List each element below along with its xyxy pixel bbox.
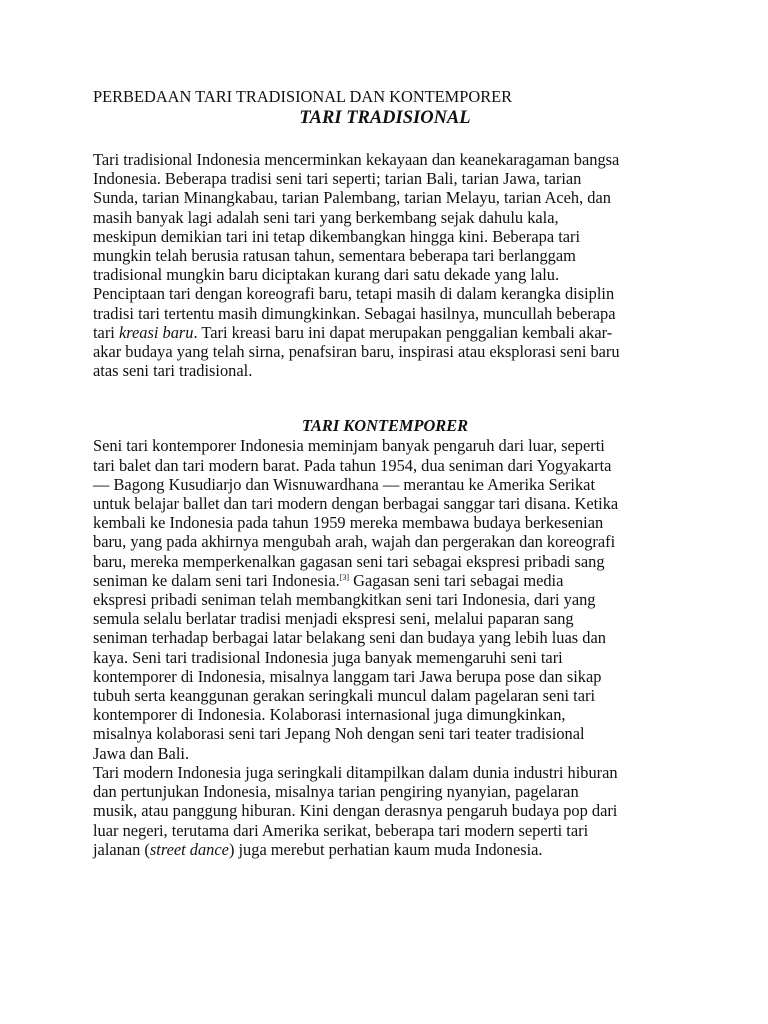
text-line: semula selalu berlatar tradisi menjadi ekspresi seni, melalui paparan sang: [93, 609, 574, 629]
text-line: ekspresi pribadi seniman telah membangkitkan seni tari Indonesia, dari yang: [93, 590, 596, 610]
text-line: baru, mereka memperkenalkan gagasan seni tari sebagai ekspresi pribadi sang: [93, 551, 605, 571]
text-line: Indonesia. Beberapa tradisi seni tari seperti; tarian Bali, tarian Jawa, tarian: [93, 169, 582, 189]
text-line: mungkin telah berusia ratusan tahun, sementara beberapa tari berlanggam: [93, 246, 576, 266]
section-title-kontemporer: TARI KONTEMPORER: [301, 416, 469, 436]
text-line: atas seni tari tradisional.: [93, 361, 253, 381]
text-fragment: tari: [93, 322, 119, 342]
text-line: Jawa dan Bali.: [93, 743, 190, 763]
citation-reference-link[interactable]: [3]: [339, 572, 350, 582]
text-line: baru, yang pada akhirnya mengubah arah, wajah dan pergerakan dan koreografi: [93, 532, 616, 552]
text-line: kembali ke Indonesia pada tahun 1959 mereka membawa budaya berkesenian: [93, 513, 604, 533]
paragraph-tari-modern: [93, 763, 677, 859]
text-line: [93, 840, 677, 859]
text-line: luar negeri, terutama dari Amerika serikat, beberapa tari modern seperti tari: [93, 820, 589, 840]
text-line: [93, 323, 677, 342]
text-line: misalnya kolaborasi seni tari Jepang Noh dengan seni tari teater tradisional: [93, 724, 585, 744]
text-line: akar budaya yang telah sirna, penafsiran baru, inspirasi atau eksplorasi seni baru: [93, 342, 620, 362]
text-line: meskipun demikian tari ini tetap dikembangkan hingga kini. Beberapa tari: [93, 226, 581, 246]
text-fragment: . Tari kreasi baru ini dapat merupakan penggalian kembali akar-: [193, 322, 613, 342]
text-line: dan pertunjukan Indonesia, misalnya tarian pengiring nyanyian, pagelaran: [93, 782, 579, 802]
text-line: tubuh serta keanggunan gerakan seringkali muncul dalam pagelaran seni tari: [93, 686, 596, 706]
text-line: Seni tari kontemporer Indonesia meminjam banyak pengaruh dari luar, seperti: [93, 436, 605, 456]
text-line: [93, 571, 677, 590]
text-line: masih banyak lagi adalah seni tari yang berkembang sejak dahulu kala,: [93, 207, 559, 227]
text-line: tari balet dan tari modern barat. Pada tahun 1954, dua seniman dari Yogyakarta: [93, 455, 612, 475]
text-line: Tari modern Indonesia juga seringkali ditampilkan dalam dunia industri hiburan: [93, 762, 618, 782]
section-title-tradisional: TARI TRADISIONAL: [299, 108, 471, 128]
text-line: untuk belajar ballet dan tari modern dengan berbagai sanggar tari disana. Ketika: [93, 494, 619, 514]
text-line: tradisi tari tertentu masih dimungkinkan. Sebagai hasilnya, muncullah beberapa: [93, 303, 616, 323]
text-fragment: jalanan (: [93, 839, 150, 859]
text-line: tradisional mungkin baru diciptakan kurang dari satu dekade yang lalu.: [93, 265, 560, 285]
text-line: kaya. Seni tari tradisional Indonesia juga banyak memengaruhi seni tari: [93, 647, 563, 667]
text-line: kontemporer di Indonesia, misalnya langgam tari Jawa berupa pose dan sikap: [93, 666, 602, 686]
text-fragment: Gagasan seni tari sebagai media: [349, 570, 564, 590]
text-line: musik, atau panggung hiburan. Kini dengan derasnya pengaruh budaya pop dari: [93, 801, 618, 821]
text-fragment: ) juga merebut perhatian kaum muda Indonesia.: [228, 839, 543, 859]
paragraph-tradisional: [93, 150, 677, 380]
italic-term-street-dance: street dance: [149, 839, 229, 859]
text-line: seniman terhadap berbagai latar belakang seni dan budaya yang lebih luas dan: [93, 628, 606, 648]
text-line: Sunda, tarian Minangkabau, tarian Palembang, tarian Melayu, tarian Aceh, dan: [93, 188, 611, 208]
text-fragment: seniman ke dalam seni tari Indonesia.: [93, 570, 340, 590]
text-line: kontemporer di Indonesia. Kolaborasi internasional juga dimungkinkan,: [93, 705, 566, 725]
text-line: Penciptaan tari dengan koreografi baru, tetapi masih di dalam kerangka disiplin: [93, 284, 615, 304]
text-line: Tari tradisional Indonesia mencerminkan kekayaan dan keanekaragaman bangsa: [93, 150, 620, 169]
italic-term-kreasi-baru: kreasi baru: [118, 322, 194, 342]
text-line: — Bagong Kusudiarjo dan Wisnuwardhana — merantau ke Amerika Serikat: [93, 474, 596, 494]
document-page: [93, 87, 677, 859]
paragraph-kontemporer: [93, 436, 677, 762]
document-heading: PERBEDAAN TARI TRADISIONAL DAN KONTEMPORER: [93, 87, 513, 106]
